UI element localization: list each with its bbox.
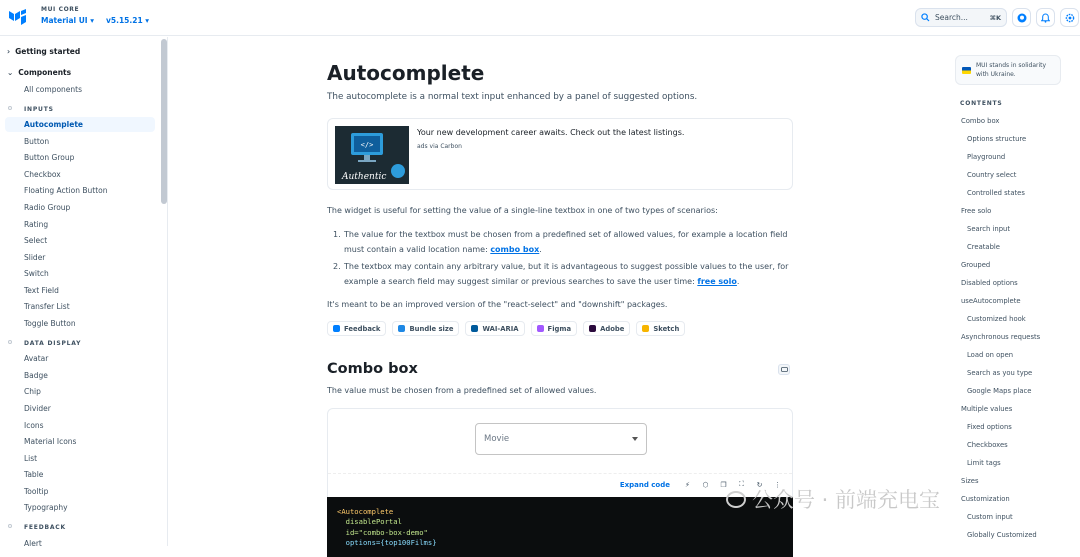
ad-image-text: Authentic <box>342 172 387 182</box>
settings-button[interactable] <box>1060 8 1079 27</box>
toc-heading: CONTENTS <box>960 100 1003 107</box>
toc-item[interactable]: Playground <box>967 153 1006 161</box>
ad-text[interactable]: Your new development career awaits. Check out the latest listings. <box>417 128 685 137</box>
ukraine-banner[interactable] <box>955 55 1061 85</box>
list-item: 1. The value for the textbox must be chosen from a predefined set of allowed values, for example a location field must contain a valid location name: combo box. <box>333 230 788 254</box>
adobe-chip[interactable]: Adobe <box>583 321 630 336</box>
toc-item[interactable]: Load on open <box>967 351 1014 359</box>
bell-icon <box>1041 13 1050 23</box>
sketch-icon <box>642 325 649 332</box>
section-dot <box>8 340 12 344</box>
toc-item[interactable]: Asynchronous requests <box>961 333 1041 341</box>
combo-box-link[interactable]: combo box <box>490 244 540 254</box>
wechat-icon <box>726 491 746 508</box>
figma-icon <box>537 325 544 332</box>
page-lead: The autocomplete is a normal text input enhanced by a panel of suggested options. <box>327 92 698 102</box>
reset-icon[interactable]: ↻ <box>756 480 763 489</box>
nav-rating[interactable]: Rating <box>24 220 49 229</box>
toc-item[interactable]: Custom input <box>967 513 1013 521</box>
toc-item[interactable]: Search as you type <box>967 369 1033 377</box>
nav-section-data-display: DATA DISPLAY <box>24 340 82 347</box>
nav-divider[interactable]: Divider <box>24 404 51 413</box>
toc-item[interactable]: Customized hook <box>967 315 1026 323</box>
nav-section-inputs: INPUTS <box>24 106 54 113</box>
expand-code-button[interactable]: Expand code <box>619 480 670 489</box>
carbon-ad[interactable] <box>327 118 793 190</box>
toc-item[interactable]: Multiple values <box>961 405 1013 413</box>
nav-select[interactable]: Select <box>24 236 48 245</box>
toc-item[interactable]: Checkboxes <box>967 441 1008 449</box>
nav-section-feedback: FEEDBACK <box>24 524 66 531</box>
code-line: disablePortal <box>337 517 402 527</box>
section-heading-combo-box: Combo box <box>327 361 418 377</box>
code-line: options={top100Films} <box>337 537 437 547</box>
toc-item[interactable]: Globally Customized <box>967 531 1037 539</box>
github-button[interactable] <box>1012 8 1031 27</box>
toc-item[interactable]: Creatable <box>967 243 1000 251</box>
bundle-icon <box>398 325 405 332</box>
nav-toggle-button[interactable]: Toggle Button <box>24 319 76 328</box>
nav-text-field[interactable]: Text Field <box>24 286 59 295</box>
wai-aria-chip[interactable]: WAI-ARIA <box>465 321 524 336</box>
nav-floating-action-button[interactable]: Floating Action Button <box>24 186 108 195</box>
movie-combo-box[interactable] <box>475 423 647 455</box>
search-placeholder: Search... <box>935 13 968 22</box>
search-shortcut: ⌘K <box>989 13 1001 22</box>
figma-chip[interactable]: Figma <box>531 321 578 336</box>
ukraine-flag-icon <box>962 67 971 74</box>
mui-logo-icon[interactable] <box>8 9 28 25</box>
nav-getting-started[interactable]: › Getting started <box>7 47 81 56</box>
toc-item[interactable]: Fixed options <box>967 423 1012 431</box>
free-solo-link[interactable]: free solo <box>697 276 737 286</box>
focus-icon[interactable]: ⛶ <box>739 480 744 488</box>
bundle-size-chip[interactable]: Bundle size <box>392 321 459 336</box>
nav-radio-group[interactable]: Radio Group <box>24 203 71 212</box>
toc-item[interactable]: Free solo <box>961 207 992 215</box>
nav-button-group[interactable]: Button Group <box>24 153 75 162</box>
ad-via[interactable]: ads via Carbon <box>417 143 462 150</box>
search-icon <box>921 13 930 22</box>
nav-icons[interactable]: Icons <box>24 421 44 430</box>
nav-components[interactable]: ⌄ Components <box>7 68 72 77</box>
feedback-icon <box>333 325 340 332</box>
github-icon <box>1017 13 1027 23</box>
brand-line: MUI CORE <box>41 6 80 13</box>
section-dot <box>8 524 12 528</box>
section-dot <box>8 106 12 110</box>
nav-badge[interactable]: Badge <box>24 371 48 380</box>
gear-icon <box>1065 13 1075 23</box>
adobe-icon <box>589 325 596 332</box>
chevron-right-icon: › <box>7 47 11 56</box>
code-line: <Autocomplete <box>337 507 394 516</box>
nav-autocomplete[interactable]: Autocomplete <box>5 117 155 132</box>
ad-image[interactable] <box>335 126 409 184</box>
combo-label: Movie <box>484 434 510 444</box>
dropdown-arrow-icon[interactable] <box>632 437 638 441</box>
toc-item[interactable]: Options structure <box>967 135 1027 143</box>
nav-table[interactable]: Table <box>24 470 44 479</box>
toc-item[interactable]: Disabled options <box>961 279 1018 287</box>
code-block <box>327 497 793 557</box>
feedback-chip[interactable]: Feedback <box>327 321 386 336</box>
nav-transfer-list[interactable]: Transfer List <box>24 302 70 311</box>
anchor-link-button[interactable] <box>778 364 790 375</box>
ukraine-text: MUI stands in solidarity with Ukraine. <box>976 62 1047 78</box>
nav-alert[interactable]: Alert <box>24 539 42 546</box>
nav-switch[interactable]: Switch <box>24 269 49 278</box>
codesandbox-icon[interactable]: ⬡ <box>702 480 709 489</box>
page-title: Autocomplete <box>327 61 485 85</box>
code-line: id="combo-box-demo" <box>337 527 428 537</box>
resource-chips <box>327 321 685 336</box>
watermark: 公众号 · 前端充电宝 <box>726 484 940 514</box>
nav-typography[interactable]: Typography <box>24 503 68 512</box>
section-description: The value must be chosen from a predefined set of allowed values. <box>327 386 597 395</box>
nav-list[interactable]: List <box>24 454 38 463</box>
nav-checkbox[interactable]: Checkbox <box>24 170 61 179</box>
list-item: 2. The textbox may contain any arbitrary value, but it is advantageous to suggest possible values to the user, for example a search field may suggest similar or previous searches to save the user time: free solo. <box>333 262 789 286</box>
nav-all-components[interactable]: All components <box>24 85 83 94</box>
comment-icon <box>781 367 788 373</box>
note-paragraph: It's meant to be an improved version of the "react-select" and "downshift" packages. <box>327 300 668 309</box>
copy-icon[interactable]: ❐ <box>720 480 727 489</box>
toc-item[interactable]: Google Maps place <box>967 387 1032 395</box>
scenario-list <box>333 228 794 292</box>
lightning-icon[interactable]: ⚡ <box>685 480 690 489</box>
intro-paragraph: The widget is useful for setting the value of a single-line textbox in one of two types of scenarios: <box>327 206 718 215</box>
toc-item[interactable]: Country select <box>967 171 1017 179</box>
sidebar-nav <box>0 37 168 546</box>
toc-item[interactable]: Controlled states <box>967 189 1025 197</box>
search-button[interactable] <box>915 8 1007 27</box>
demo-container <box>327 408 793 548</box>
nav-button[interactable]: Button <box>24 137 50 146</box>
nav-avatar[interactable]: Avatar <box>24 354 49 363</box>
nav-tooltip[interactable]: Tooltip <box>24 487 49 496</box>
w3c-icon <box>471 325 478 332</box>
toc-item[interactable]: useAutocomplete <box>961 297 1021 305</box>
version-selector[interactable]: v5.15.21 ▾ <box>105 16 150 25</box>
demo-toolbar <box>328 473 792 495</box>
more-icon[interactable]: ⋮ <box>774 480 781 489</box>
sidebar-scrollbar[interactable] <box>161 39 167 204</box>
toc-item[interactable]: Grouped <box>961 261 991 269</box>
nav-chip[interactable]: Chip <box>24 387 41 396</box>
top-app-bar <box>0 0 1080 36</box>
nav-material-icons[interactable]: Material Icons <box>24 437 77 446</box>
chevron-down-icon: ⌄ <box>7 68 14 77</box>
sketch-chip[interactable]: Sketch <box>636 321 685 336</box>
notifications-button[interactable] <box>1036 8 1055 27</box>
toc-item[interactable]: Customization <box>961 495 1010 503</box>
brand <box>41 6 149 25</box>
nav-slider[interactable]: Slider <box>24 253 46 262</box>
toc-item[interactable]: Limit tags <box>967 459 1001 467</box>
svg-text:</>: </> <box>360 141 374 149</box>
toc-item[interactable]: Search input <box>967 225 1010 233</box>
product-selector[interactable]: Material UI ▾ <box>41 16 94 25</box>
toc-item[interactable]: Combo box <box>961 117 1000 125</box>
toc-item[interactable]: Sizes <box>961 477 979 485</box>
